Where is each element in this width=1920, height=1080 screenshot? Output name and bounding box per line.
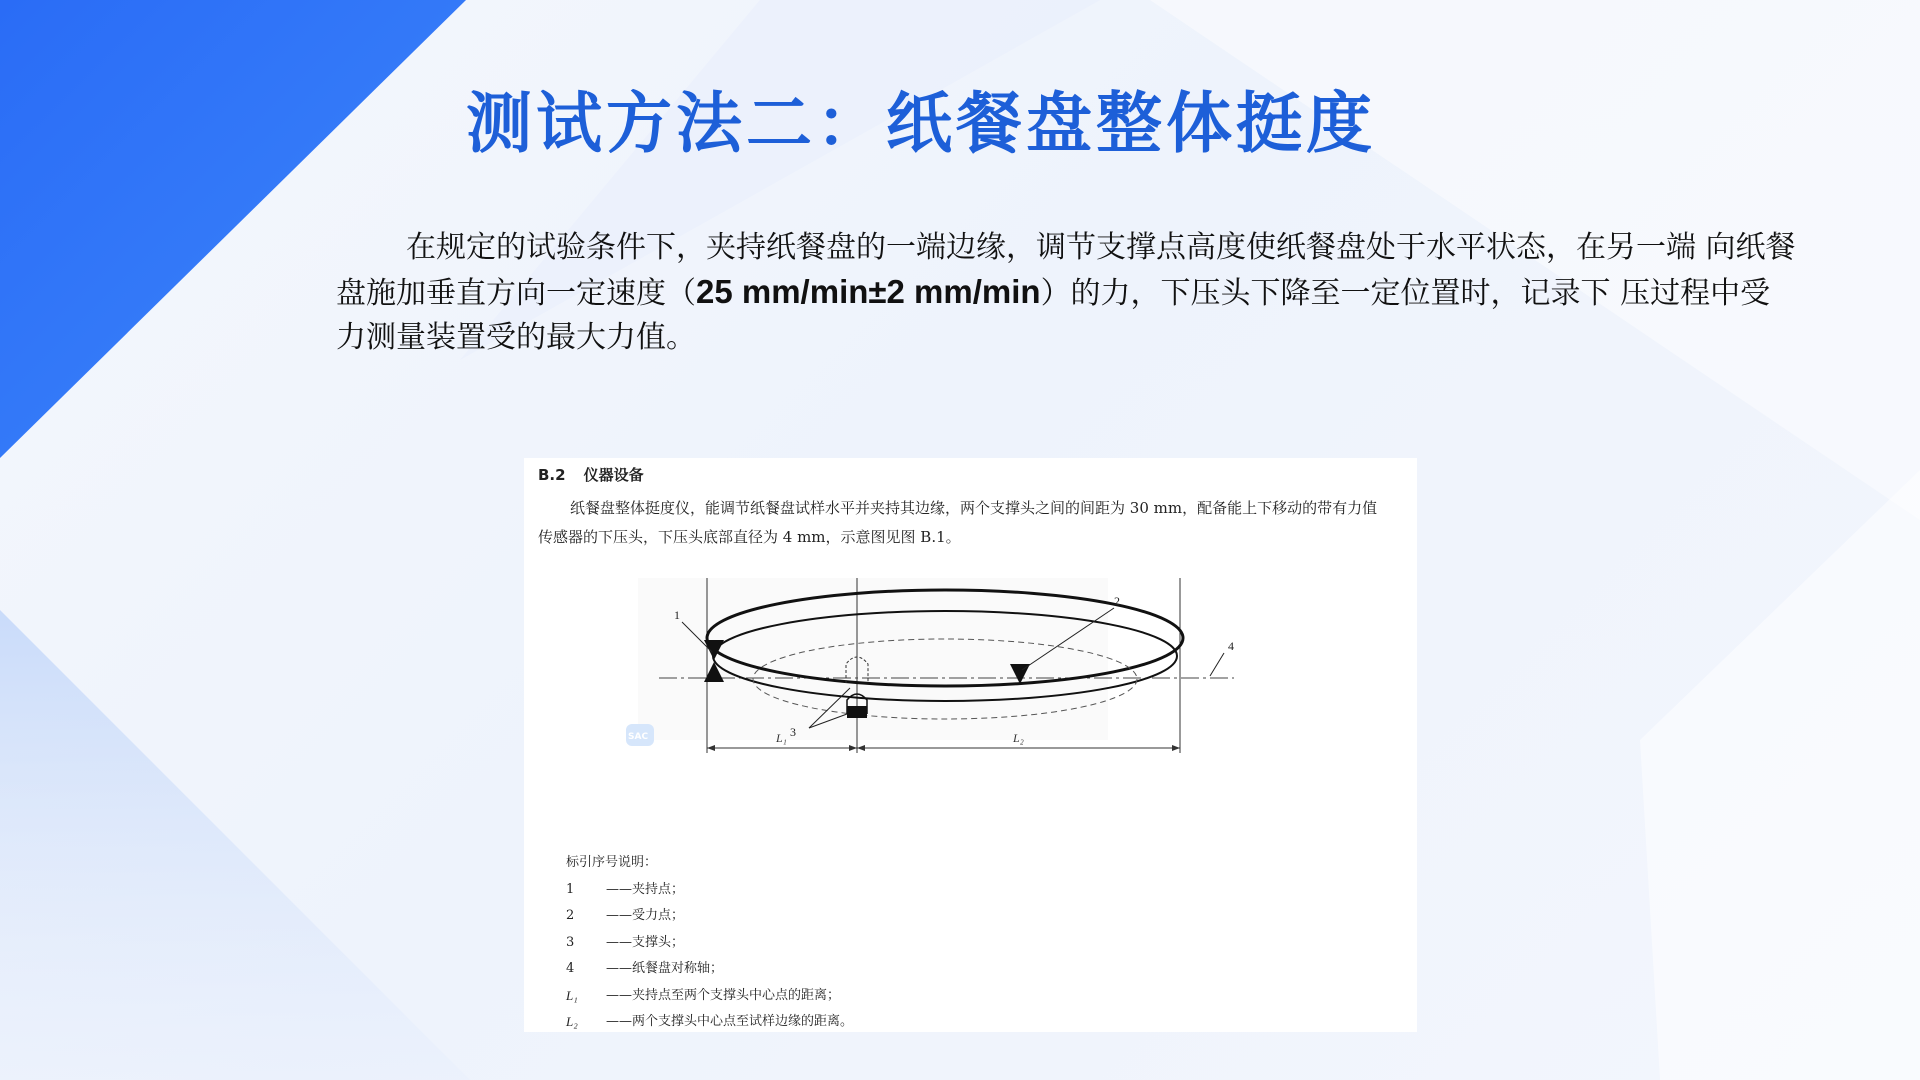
legend-item — [566, 983, 853, 1010]
legend-key: L₁ — [566, 987, 578, 1003]
callout-1: 1 — [674, 608, 680, 622]
legend-text: ——支撑头； — [606, 934, 685, 950]
legend-text: ——受力点； — [606, 908, 685, 923]
dimension-l1: L₁ — [776, 731, 787, 745]
dim-arrow-2 — [849, 745, 857, 751]
callout-2: 2 — [1114, 594, 1120, 608]
legend — [566, 850, 853, 1036]
slide-title: 测试方法二：纸餐盘整体挺度 — [466, 84, 1376, 162]
section-number: B.2 — [538, 466, 566, 484]
dimension-l2: L₂ — [1013, 731, 1024, 745]
corner-triangle-pale — [0, 610, 470, 1080]
legend-text: ——纸餐盘对称轴； — [606, 961, 724, 976]
dim-arrow-4 — [1172, 745, 1180, 751]
standard-excerpt-image — [524, 458, 1417, 1032]
legend-key: L₂ — [566, 1014, 578, 1029]
section-title: 仪器设备 — [583, 466, 644, 484]
bg-facet-2 — [1640, 470, 1920, 1080]
watermark-text: SAC — [628, 732, 649, 742]
legend-key: 2 — [566, 908, 575, 923]
callout-4: 4 — [1228, 639, 1234, 653]
leader-4 — [1210, 653, 1224, 676]
legend-text: ——两个支撑头中心点至试样边缘的距离。 — [606, 1014, 854, 1029]
dim-arrow-1 — [707, 745, 715, 751]
legend-text: ——夹持点至两个支撑头中心点的距离； — [606, 987, 841, 1003]
dim-arrow-3 — [857, 745, 865, 751]
legend-item — [566, 877, 853, 904]
legend-title: 标引序号说明： — [566, 855, 658, 870]
legend-key: 3 — [566, 934, 575, 950]
callout-3: 3 — [790, 725, 796, 739]
support-head-lower — [847, 706, 867, 718]
description-part-2: ）的力，下压头下降至一定位置时，记录下 压过程中受力测量装置受的最大力值。 — [336, 276, 1771, 355]
legend-key: 4 — [566, 961, 575, 976]
stiffness-diagram — [524, 578, 1417, 838]
description-part-1: 在规定的试验条件下，夹持纸餐盘的一端边缘，调节支撑点高度使纸餐盘处于水平状态，在另一端 向纸餐盘施加垂直方向一定速度（ — [336, 230, 1796, 311]
legend-item — [566, 956, 853, 983]
legend-item — [566, 903, 853, 930]
method-description — [336, 226, 1796, 360]
apparatus-paragraph: 纸餐盘整体挺度仪，能调节纸餐盘试样水平并夹持其边缘，两个支撑头之间的间距为 30 mm，配备能上下移动的带有力值传感器的下压头，下压头底部直径为 4 mm，示意图见图 B.1。 — [538, 499, 1378, 546]
legend-item — [566, 930, 853, 957]
speed-spec: 25 mm/min±2 mm/min — [696, 273, 1041, 310]
legend-item — [566, 1009, 853, 1036]
section-heading — [538, 464, 644, 485]
legend-text: ——夹持点； — [606, 881, 685, 897]
legend-key: 1 — [566, 881, 575, 897]
